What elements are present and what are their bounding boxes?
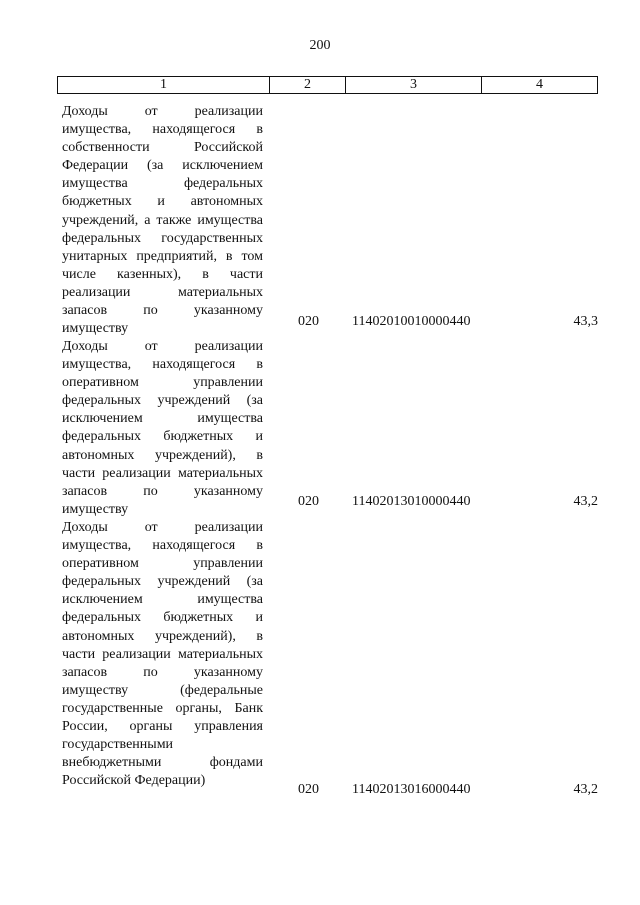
row-description: Доходы от реализации имущества, находящегося в оперативном управлении федеральных учреждений (за исключением имущества федеральных бюджетных и автономных учреждений), в части реализации материальных запасов по указанному имуществу (федеральные государственные органы, Банк России, органы управления государственными внебюджетными фондами Российской Федерации)	[62, 520, 263, 789]
column-header-2: 2	[270, 77, 346, 93]
column-header-1: 1	[58, 77, 270, 93]
table-row	[62, 338, 598, 517]
table-header	[57, 76, 598, 94]
row-description: Доходы от реализации имущества, находящегося в собственности Российской Федерации (за исключением имущества федеральных бюджетных и автономных учреждений, а также имущества федеральных государственных унитарных предприятий, в том числе казенных), в части реализации материальных запасов по указанному имуществу	[62, 104, 263, 337]
row-amount: 43,3	[573, 314, 598, 329]
row-amount: 43,2	[573, 782, 598, 797]
row-revenue-code: 11402010010000440	[352, 314, 471, 329]
row-admin-code: 020	[298, 782, 319, 797]
page-number: 200	[309, 38, 331, 53]
column-header-3: 3	[346, 77, 482, 93]
row-revenue-code: 11402013016000440	[352, 782, 471, 797]
row-admin-code: 020	[298, 494, 319, 509]
row-description: Доходы от реализации имущества, находящегося в оперативном управлении федеральных учреждений (за исключением имущества федеральных бюджетных и автономных учреждений), в части реализации материальных запасов по указанному имуществу	[62, 339, 263, 517]
table-row	[62, 103, 598, 337]
table-row	[62, 519, 598, 800]
column-header-4: 4	[536, 77, 543, 92]
row-revenue-code: 11402013010000440	[352, 494, 471, 509]
row-amount: 43,2	[573, 494, 598, 509]
row-admin-code: 020	[298, 314, 319, 329]
